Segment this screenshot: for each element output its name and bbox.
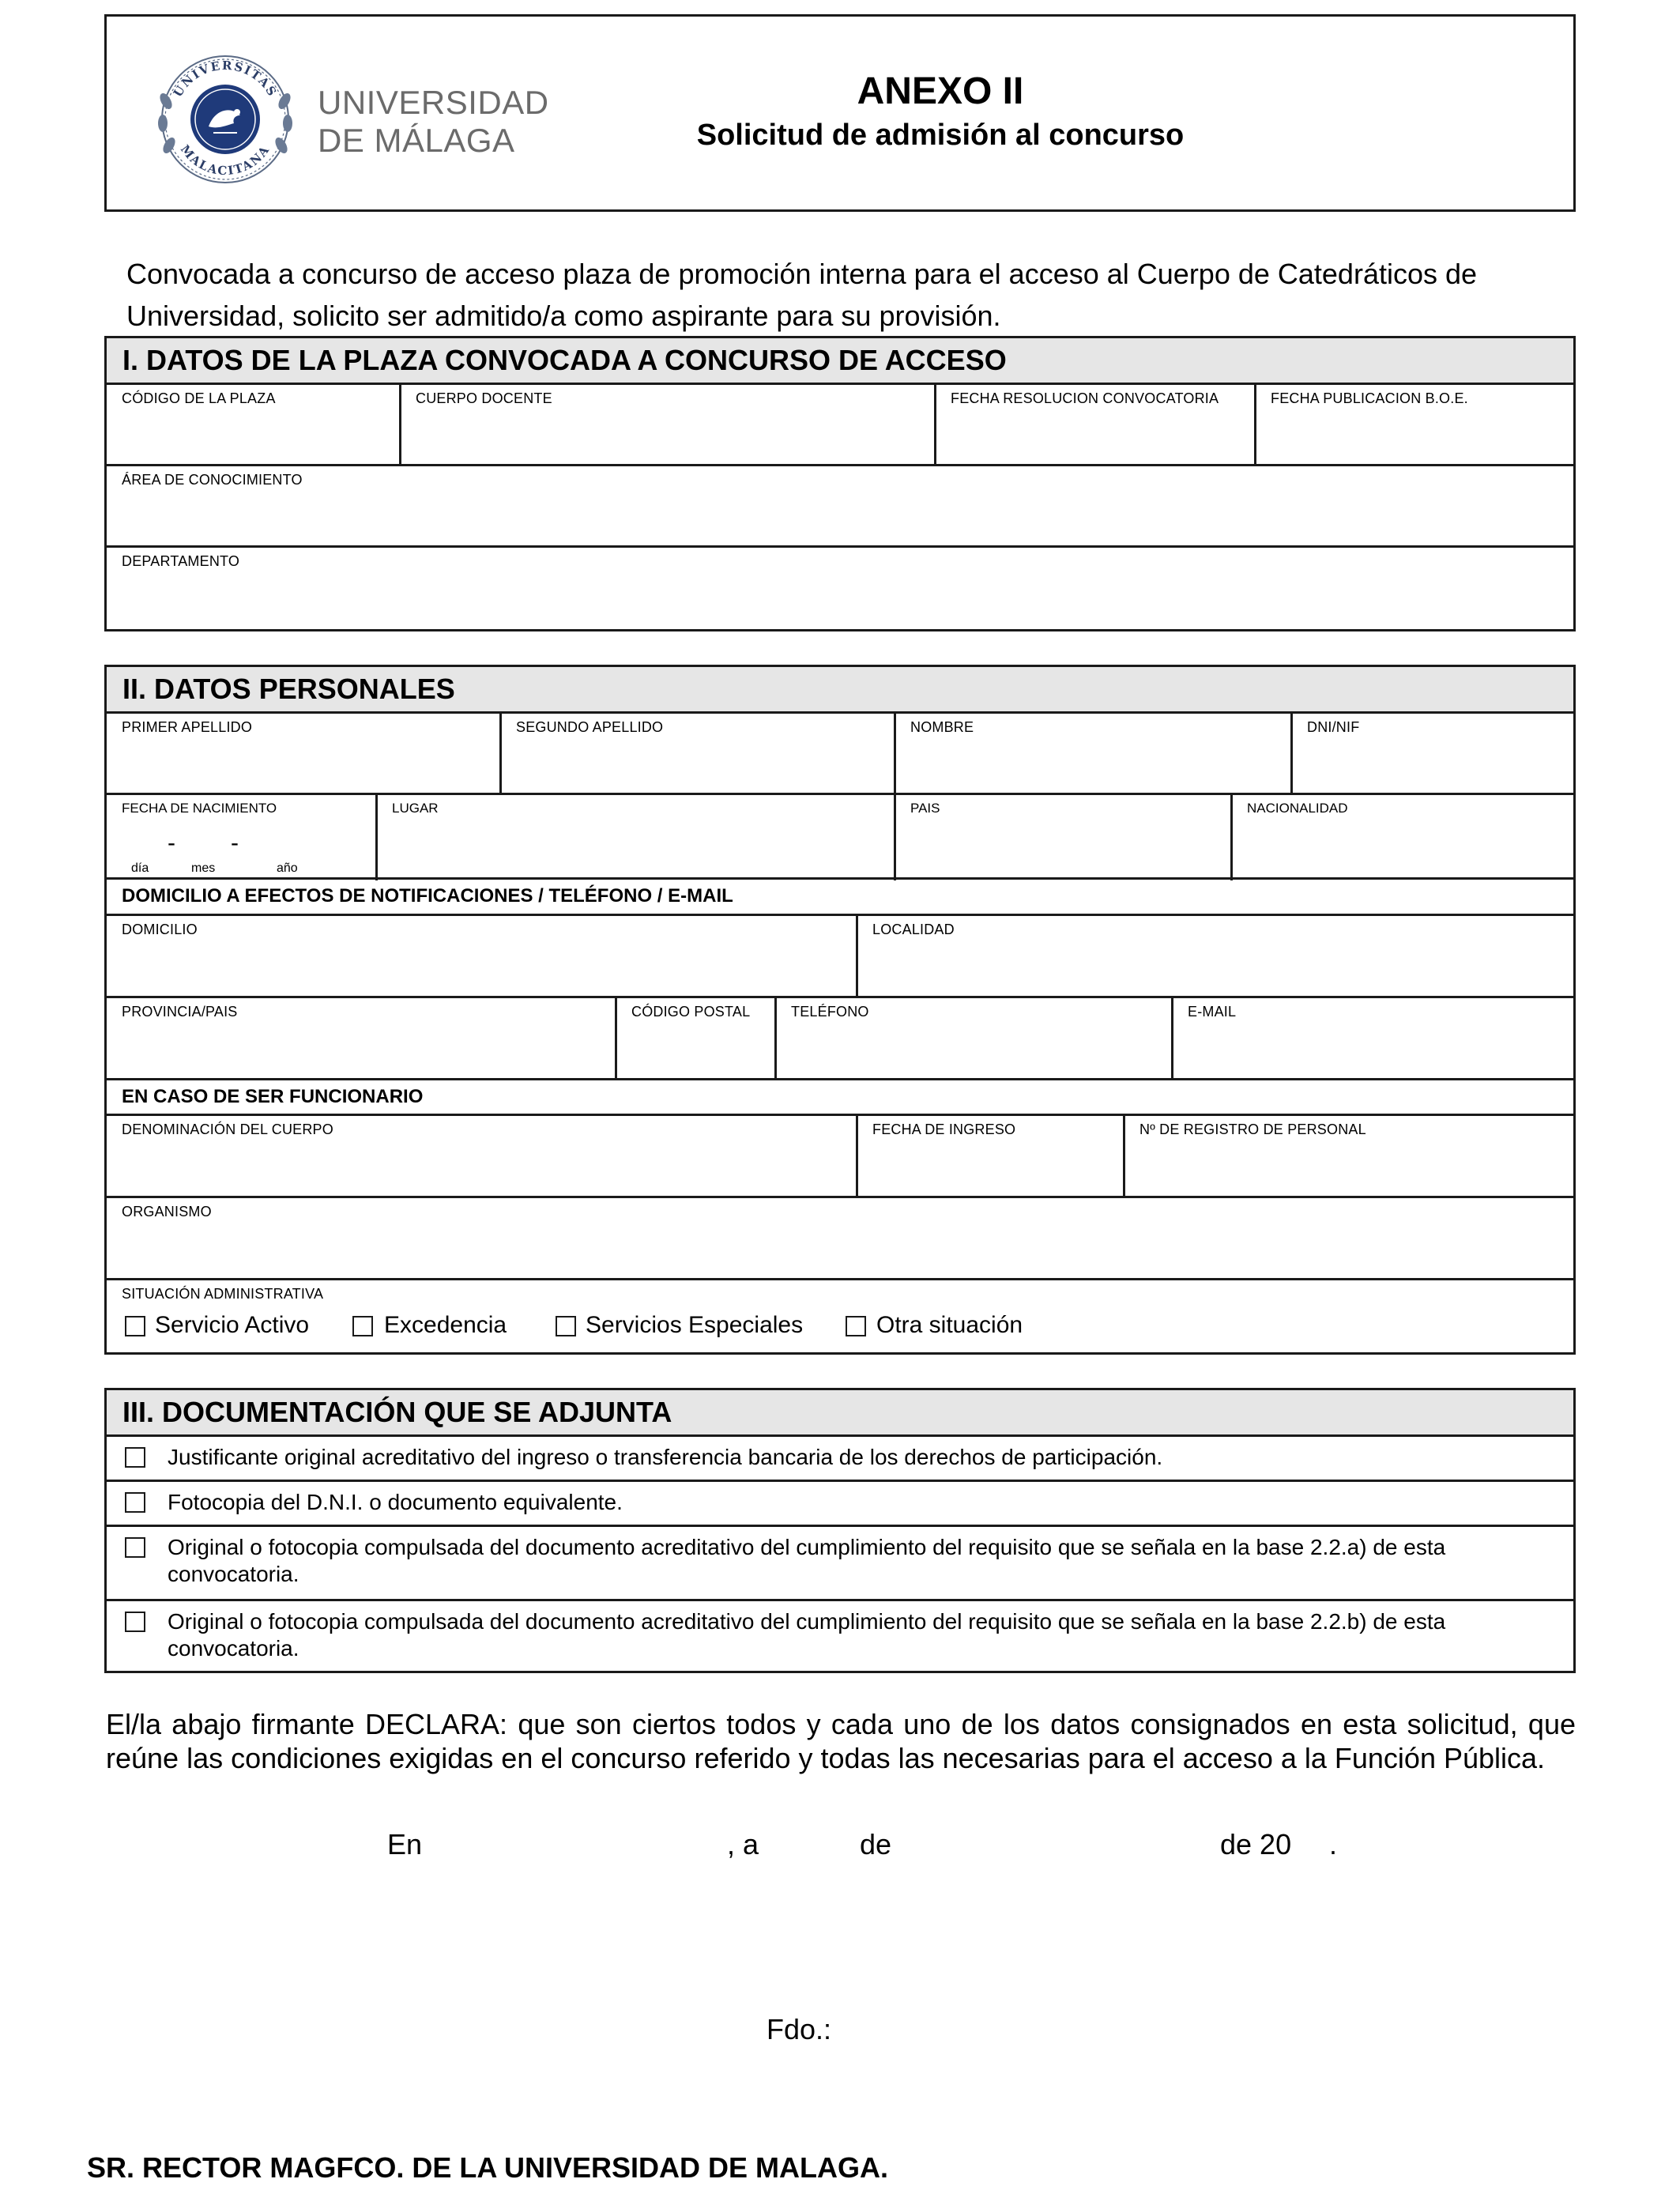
email-field[interactable]: E-MAIL [1188, 1004, 1237, 1020]
servicio-activo-label: Servicio Activo [155, 1312, 310, 1338]
divider [104, 1278, 1576, 1280]
servicio-activo-checkbox[interactable] [125, 1316, 145, 1336]
divider [104, 996, 1576, 998]
divider [1290, 711, 1293, 794]
divider [774, 996, 777, 1079]
date-end-dot: . [1329, 1828, 1338, 1860]
divider [104, 1078, 1576, 1080]
divider [104, 1196, 1576, 1198]
section1-title: I. DATOS DE LA PLAZA CONVOCADA A CONCURSO DE ACCESO [107, 338, 1573, 383]
divider [375, 793, 378, 880]
pais-field[interactable]: PAIS [910, 801, 940, 816]
divider [104, 1525, 1576, 1527]
otra-situacion-checkbox[interactable] [846, 1316, 866, 1336]
codigo-postal-field[interactable]: CÓDIGO POSTAL [631, 1004, 751, 1020]
divider [934, 383, 936, 465]
place-en-label: En [387, 1828, 423, 1860]
organismo-field[interactable]: ORGANISMO [122, 1204, 212, 1220]
divider [104, 464, 1576, 466]
domicilio-heading: DOMICILIO A EFECTOS DE NOTIFICACIONES / TELÉFONO / E-MAIL [122, 885, 733, 907]
fecha-ingreso-field[interactable]: FECHA DE INGRESO [872, 1122, 1016, 1137]
doc-dni-checkbox[interactable] [125, 1492, 145, 1513]
divider [499, 711, 502, 794]
fecha-publicacion-field[interactable]: FECHA PUBLICACION B.O.E. [1271, 390, 1468, 406]
divider [104, 383, 1576, 385]
university-name-line2: DE MÁLAGA [318, 122, 515, 159]
divider [104, 877, 1576, 880]
segundo-apellido-field[interactable]: SEGUNDO APELLIDO [516, 719, 664, 735]
departamento-field[interactable]: DEPARTAMENTO [122, 553, 240, 569]
fecha-nacimiento-label[interactable]: FECHA DE NACIMIENTO [122, 801, 277, 816]
section2-title: II. DATOS PERSONALES [107, 667, 1573, 711]
dni-field[interactable]: DNI/NIF [1307, 719, 1360, 735]
nacionalidad-field[interactable]: NACIONALIDAD [1247, 801, 1348, 816]
doc-justificante-checkbox[interactable] [125, 1447, 145, 1468]
localidad-field[interactable]: LOCALIDAD [872, 922, 955, 937]
anio-label: año [277, 861, 298, 875]
servicios-especiales-label: Servicios Especiales [586, 1312, 804, 1338]
doc-dni-label: Fotocopia del D.N.I. o documento equivalente. [168, 1490, 623, 1514]
divider [1230, 793, 1233, 880]
place-a-label: , a [727, 1828, 759, 1860]
doc-requisito-b-checkbox[interactable] [125, 1612, 145, 1632]
denominacion-cuerpo-field[interactable]: DENOMINACIÓN DEL CUERPO [122, 1122, 333, 1137]
situacion-label: SITUACIÓN ADMINISTRATIVA [122, 1286, 324, 1302]
divider [104, 545, 1576, 548]
divider [104, 914, 1576, 916]
registro-personal-field[interactable]: Nº DE REGISTRO DE PERSONAL [1139, 1122, 1366, 1137]
domicilio-field[interactable]: DOMICILIO [122, 922, 198, 937]
provincia-field[interactable]: PROVINCIA/PAIS [122, 1004, 238, 1020]
funcionario-heading: EN CASO DE SER FUNCIONARIO [122, 1086, 424, 1107]
cuerpo-docente-field[interactable]: CUERPO DOCENTE [416, 390, 552, 406]
svg-text:MALACITANA: MALACITANA [177, 141, 273, 179]
otra-situacion-label: Otra situación [876, 1312, 1023, 1338]
university-seal-logo [152, 54, 299, 185]
primer-apellido-field[interactable]: PRIMER APELLIDO [122, 719, 253, 735]
divider [104, 1480, 1576, 1482]
intro-paragraph: Convocada a concurso de acceso plaza de promoción interna para el acceso al Cuerpo de Catedráticos de Universidad, solicito ser admitido/a como aspirante para su provisión. [126, 258, 1478, 332]
divider [615, 996, 617, 1079]
addressee: SR. RECTOR MAGFCO. DE LA UNIVERSIDAD DE MALAGA. [87, 2151, 889, 2184]
doc-requisito-b-label: Original o fotocopia compulsada del documento acreditativo del cumplimiento del requisito que se señala en la base 2.2.b) de esta convocatoria. [168, 1609, 1446, 1661]
divider [856, 1114, 858, 1197]
section3-title: III. DOCUMENTACIÓN QUE SE ADJUNTA [107, 1390, 1573, 1434]
divider [894, 711, 896, 794]
divider [104, 793, 1576, 795]
doc-justificante-label: Justificante original acreditativo del ingreso o transferencia bancaria de los derechos de participación. [168, 1445, 1163, 1469]
divider [104, 1434, 1576, 1437]
lugar-field[interactable]: LUGAR [392, 801, 439, 816]
divider [104, 711, 1576, 714]
divider [1254, 383, 1256, 465]
telefono-field[interactable]: TELÉFONO [791, 1004, 869, 1020]
university-name-line1: UNIVERSIDAD [318, 84, 549, 121]
doc-requisito-a-label: Original o fotocopia compulsada del documento acreditativo del cumplimiento del requisito que se señala en la base 2.2.a) de esta convocatoria. [168, 1535, 1446, 1586]
divider [1123, 1114, 1125, 1197]
excedencia-label: Excedencia [384, 1312, 507, 1338]
divider [894, 793, 896, 880]
mes-label: mes [191, 861, 216, 875]
svg-text:UNIVERSITAS: UNIVERSITAS [170, 58, 281, 100]
doc-requisito-a-checkbox[interactable] [125, 1537, 145, 1558]
divider [104, 1114, 1576, 1116]
date-year-label: de 20 [1220, 1828, 1292, 1860]
servicios-especiales-checkbox[interactable] [556, 1316, 576, 1336]
divider [1171, 996, 1173, 1079]
date-separator: - [231, 830, 239, 856]
declaration-paragraph: El/la abajo firmante DECLARA: que son ciertos todos y cada uno de los datos consignados en esta solicitud, que reúne las condiciones exigidas en el concurso referido y todas las necesarias para el acceso a la Función Pública. [106, 1708, 1576, 1774]
area-conocimiento-field[interactable]: ÁREA DE CONOCIMIENTO [122, 472, 303, 488]
date-separator: - [168, 830, 175, 856]
date-de-label: de [860, 1828, 892, 1860]
divider [104, 1599, 1576, 1601]
fecha-resolucion-field[interactable]: FECHA RESOLUCION CONVOCATORIA [951, 390, 1219, 406]
dia-label: día [131, 861, 149, 875]
signature-label: Fdo.: [767, 2013, 832, 2045]
annex-title: ANEXO II [857, 70, 1024, 112]
nombre-field[interactable]: NOMBRE [910, 719, 974, 735]
excedencia-checkbox[interactable] [352, 1316, 373, 1336]
codigo-plaza-field[interactable]: CÓDIGO DE LA PLAZA [122, 390, 276, 406]
divider [856, 914, 858, 997]
divider [399, 383, 401, 465]
annex-subtitle: Solicitud de admisión al concurso [696, 119, 1185, 152]
